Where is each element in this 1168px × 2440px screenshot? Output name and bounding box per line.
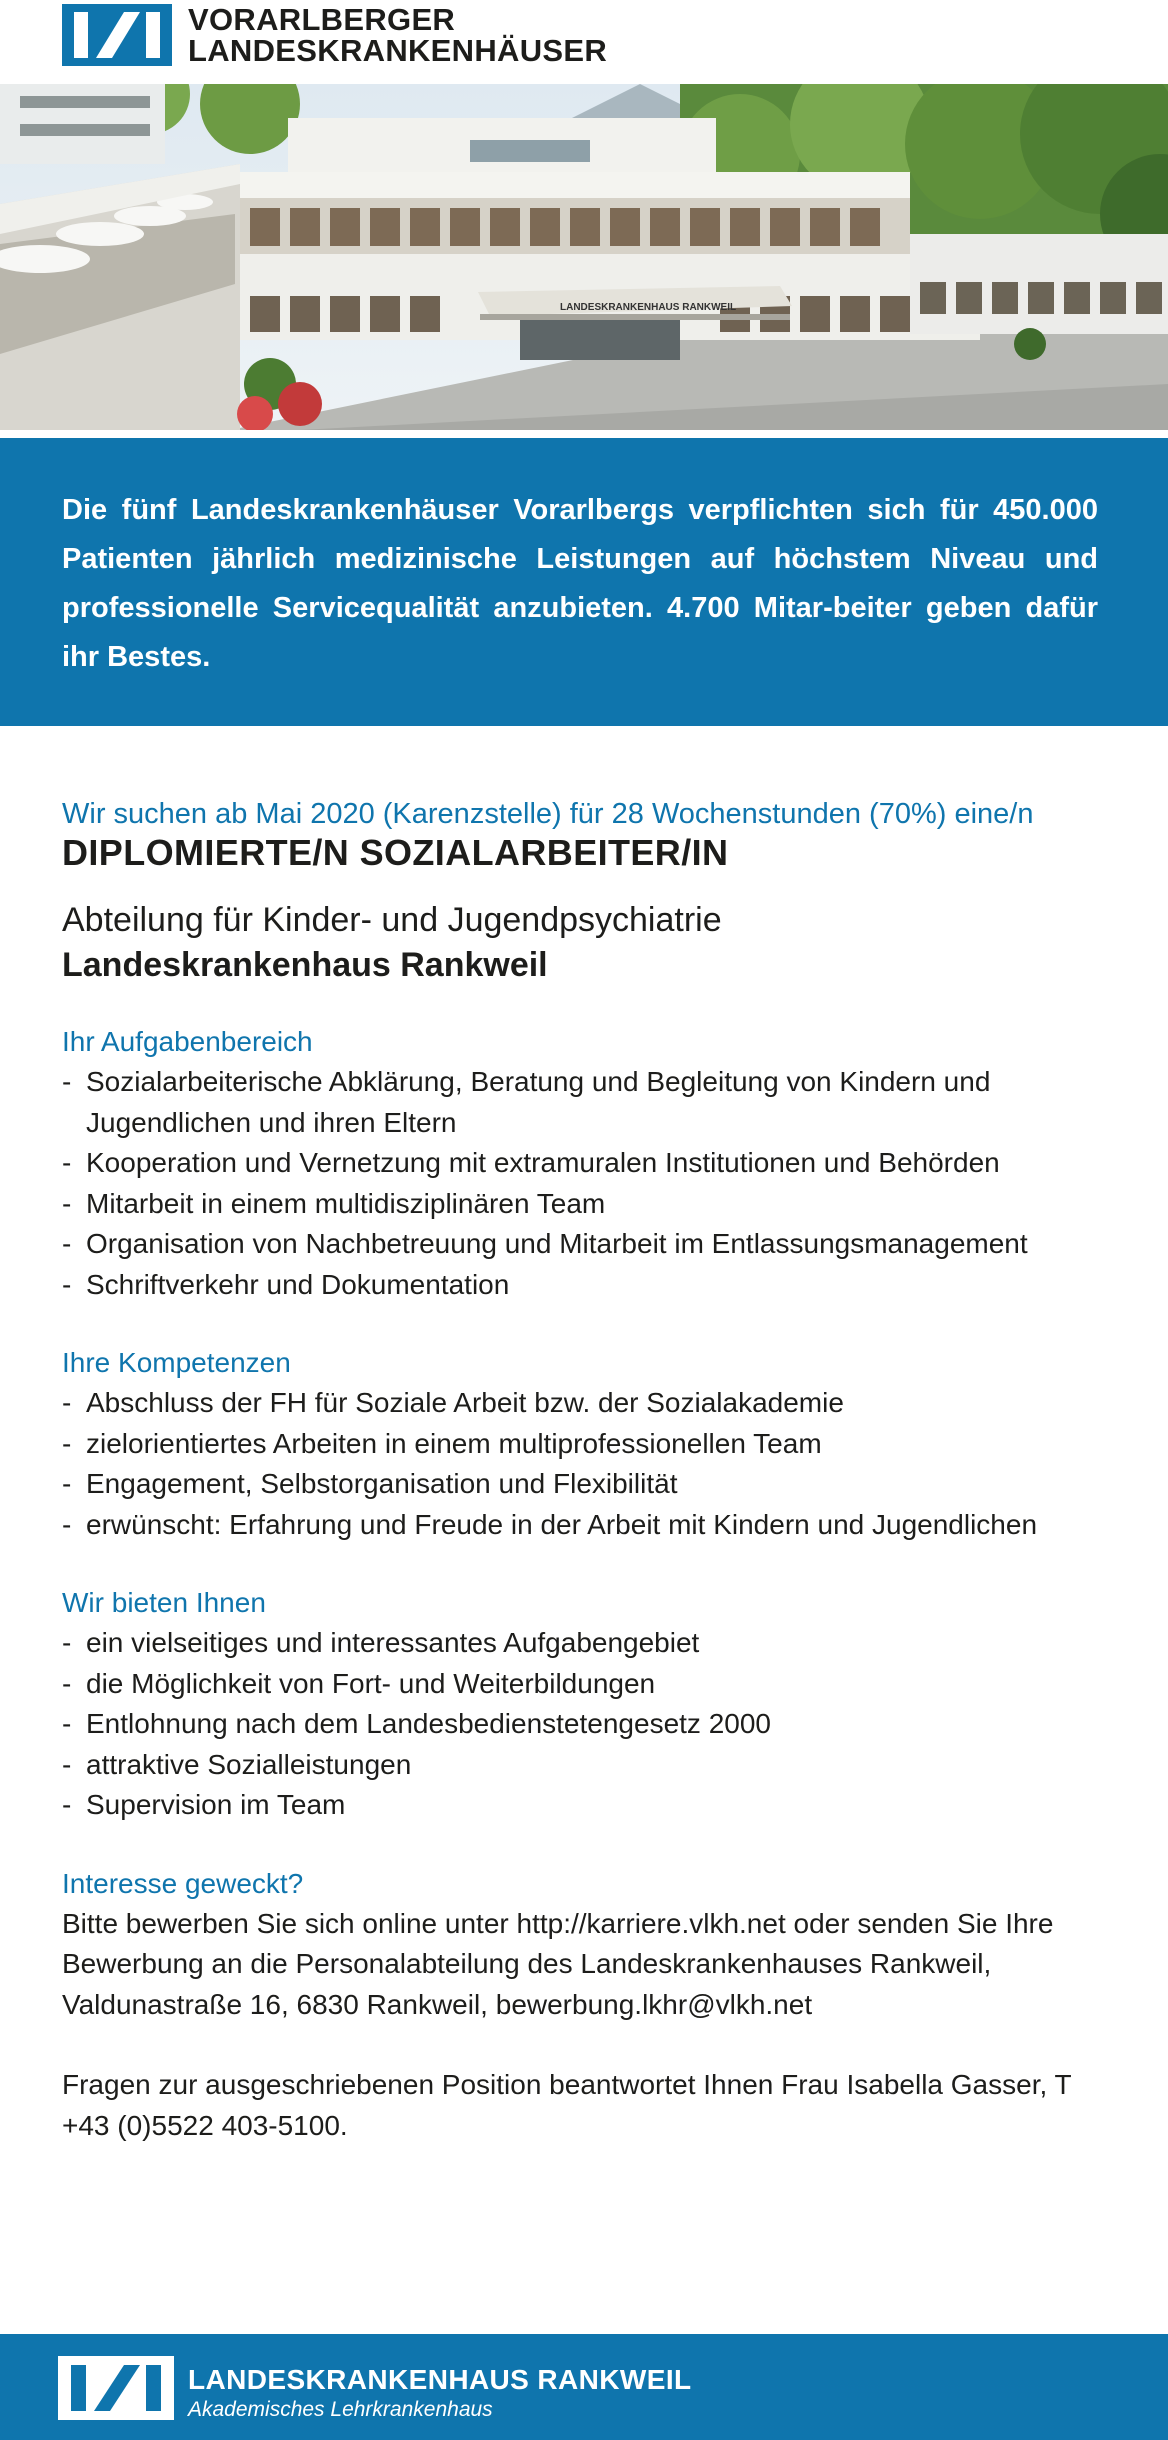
list-item: - Supervision im Team: [62, 1785, 1122, 1826]
footer-hospital-name: LANDESKRANKENHAUS RANKWEIL: [188, 2364, 692, 2395]
questions-text: Fragen zur ausgeschriebenen Position beantwortet Ihnen Frau Isabella Gasser, T +43 (0)5522 403-5100.: [62, 2069, 1072, 2141]
job-posting: [62, 796, 1122, 2186]
section-title: Ihre Kompetenzen: [62, 1347, 291, 1378]
section-title: Ihr Aufgabenbereich: [62, 1026, 313, 1057]
list-item: - Organisation von Nachbetreuung und Mitarbeit im Entlassungsmanagement: [62, 1224, 1122, 1265]
logo-wordmark: [188, 4, 607, 66]
job-lead: Wir suchen ab Mai 2020 (Karenzstelle) für 28 Wochenstunden (70%) eine/n: [62, 798, 1034, 830]
lkh-logo-icon: [58, 2356, 174, 2420]
department: Abteilung für Kinder- und Jugendpsychiatrie: [62, 901, 722, 939]
list-item: - Sozialarbeiterische Abklärung, Beratung und Begleitung von Kindern und Jugendlichen und ihren Eltern: [62, 1062, 1122, 1143]
list-item: - erwünscht: Erfahrung und Freude in der Arbeit mit Kindern und Jugendlichen: [62, 1505, 1122, 1546]
list-item: - Engagement, Selbstorganisation und Flexibilität: [62, 1464, 1122, 1505]
list-item: - ein vielseitiges und interessantes Aufgabengebiet: [62, 1623, 1122, 1664]
logo-line-1: VORARLBERGER: [188, 2, 456, 37]
list-item: - Mitarbeit in einem multidisziplinären Team: [62, 1184, 1122, 1225]
vlkh-logo-icon: [62, 4, 172, 66]
building-sign-text: LANDESKRANKENHAUS RANKWEIL: [560, 302, 737, 313]
hospital-photo: [0, 84, 1168, 430]
list-item: - Kooperation und Vernetzung mit extramuralen Institutionen und Behörden: [62, 1143, 1122, 1184]
apply-text: Bitte bewerben Sie sich online unter http://karriere.vlkh.net oder senden Sie Ihre Bewerbung an die Personalabteilung des Landeskrankenhauses Rankweil, Valdunastraße 16, 6830 Rankweil, bewerbung.lkhr@vlkh.net: [62, 1907, 1054, 2020]
job-title: DIPLOMIERTE/N SOZIALARBEITER/IN: [62, 832, 729, 873]
hospital-name: Landeskrankenhaus Rankweil: [62, 946, 548, 984]
intro-banner: [0, 438, 1168, 726]
section-title: Interesse geweckt?: [62, 1867, 304, 1899]
list-item: - attraktive Sozialleistungen: [62, 1745, 1122, 1786]
header: [0, 0, 1168, 84]
list-item: - Abschluss der FH für Soziale Arbeit bzw. der Sozialakademie: [62, 1383, 1122, 1424]
list-item: - zielorientiertes Arbeiten in einem multiprofessionellen Team: [62, 1424, 1122, 1465]
section-competencies: [62, 1343, 1122, 1545]
list-item: - Entlohnung nach dem Landesbedienstetengesetz 2000: [62, 1704, 1122, 1745]
list-item: - Schriftverkehr und Dokumentation: [62, 1265, 1122, 1306]
logo-line-2: LANDESKRANKENHÄUSER: [188, 33, 608, 68]
section-offer: [62, 1583, 1122, 1826]
footer-subtitle: Akademisches Lehrkrankenhaus: [188, 2398, 493, 2421]
section-contact: [62, 1864, 1122, 2147]
list-item: - die Möglichkeit von Fort- und Weiterbildungen: [62, 1664, 1122, 1705]
intro-text: Die fünf Landeskrankenhäuser Vorarlbergs verpflichten sich für 450.000 Patienten jährlich medizinische Leistungen auf höchstem Niveau und professionelle Servicequalität anzubieten. 4.700 Mitar-beiter geben dafür ihr Bestes.: [62, 494, 1098, 673]
section-tasks: [62, 1022, 1122, 1305]
footer: [0, 2334, 1168, 2440]
section-title: Wir bieten Ihnen: [62, 1587, 266, 1618]
